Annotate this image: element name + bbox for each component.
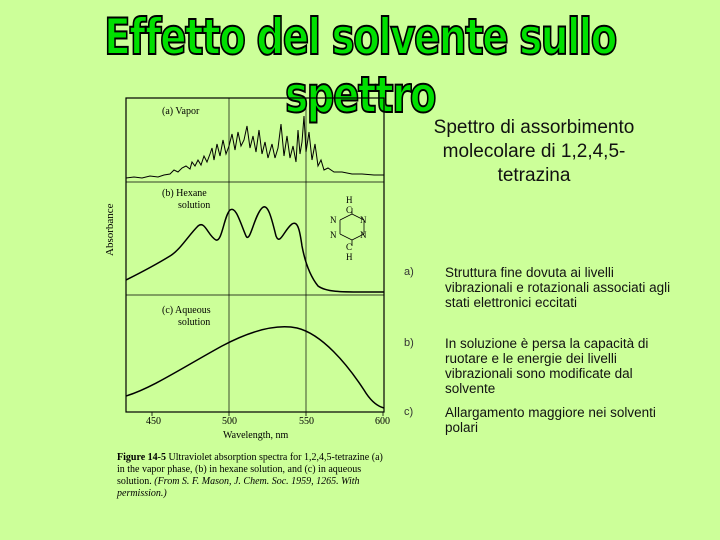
- panel-label-hexane-2: solution: [178, 200, 211, 211]
- slide-title: Effetto del solvente sullo spettro: [104, 8, 616, 124]
- panel-label-aqueous-2: solution: [178, 317, 211, 328]
- bullet-marker: a): [404, 266, 414, 278]
- bullet-text: Struttura fine dovuta ai livelli vibrazionali e rotazionali associati agli stati elettronici eccitati: [445, 265, 671, 310]
- atom-label: C: [346, 242, 353, 252]
- caption-title: Figure 14-5: [117, 452, 166, 463]
- caption-text: Ultraviolet absorption spectra for 1,2,4,5-tetrazine (a) in the vapor phase, (b) in hexane solution, and (c) in aqueous solution.: [117, 452, 383, 487]
- atom-label: H: [346, 195, 353, 205]
- x-axis-label: Wavelength, nm: [223, 430, 289, 441]
- y-axis-label: Absorbance: [104, 203, 116, 256]
- caption-source: (From S. F. Mason, J. Chem. Soc. 1959, 1265. With permission.): [117, 476, 360, 499]
- panel-label-aqueous: (c) Aqueous: [162, 305, 211, 316]
- bullet-text: In soluzione è persa la capacità di ruotare e le energie dei livelli vibrazionali sono modificate dal solvente: [445, 336, 649, 396]
- tick-label-600: 600: [375, 416, 390, 427]
- tick-label-550: 550: [299, 416, 314, 427]
- aqueous-spectrum: [126, 327, 384, 408]
- atom-label: N: [330, 215, 337, 225]
- tick-label-450: 450: [146, 416, 161, 427]
- tick-label-500: 500: [222, 416, 237, 427]
- vapor-spectrum: [126, 116, 384, 178]
- atom-label: C: [346, 205, 353, 215]
- bullet-marker: c): [404, 406, 414, 418]
- figure-caption: [117, 452, 387, 500]
- atom-label: N: [330, 230, 337, 240]
- spectra-plot: [112, 96, 398, 426]
- panel-label-hexane: (b) Hexane: [162, 188, 207, 199]
- bullet-text: Allargamento maggiore nei solventi polari: [445, 405, 656, 435]
- panel-label-vapor: (a) Vapor: [162, 106, 200, 117]
- atom-label: N: [360, 230, 367, 240]
- bullet-marker: b): [404, 337, 414, 349]
- atom-label: N: [360, 215, 367, 225]
- slide-subtitle: Spettro di assorbimento molecolare di 1,2,4,5-tetrazina: [433, 117, 635, 186]
- atom-label: H: [346, 252, 353, 262]
